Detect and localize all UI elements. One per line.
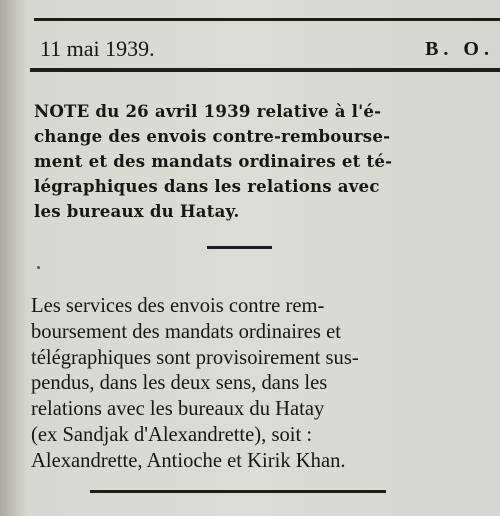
- note-line: les bureaux du Hatay.: [34, 201, 240, 221]
- top-rule: [34, 18, 500, 21]
- header-date: 11 mai 1939.: [40, 36, 155, 61]
- body-line: pendus, dans les deux sens, dans les: [31, 372, 328, 395]
- body-line: télégraphiques sont provisoirement sus-: [31, 346, 359, 369]
- header-publication: B. O.: [425, 38, 494, 60]
- body-line: (ex Sandjak d'Alexandrette), soit :: [31, 423, 313, 446]
- section-divider: [207, 246, 272, 249]
- note-title: [34, 99, 490, 224]
- body-paragraph: [31, 294, 489, 475]
- body-line: Les services des envois contre rem-: [31, 295, 325, 317]
- note-line: ment et des mandats ordinaires et té-: [34, 151, 393, 171]
- body-line: boursement des mandats ordinaires et: [31, 320, 341, 343]
- note-line: NOTE du 26 avril 1939 relative à l'é-: [34, 101, 382, 121]
- print-speck: [37, 266, 40, 269]
- body-line: Alexandrette, Antioche et Kirik Khan.: [31, 449, 346, 472]
- note-line: légraphiques dans les relations avec: [34, 176, 380, 196]
- header-rule: [30, 68, 500, 72]
- page-binding-shadow: [0, 0, 26, 516]
- note-line: change des envois contre-rembourse-: [34, 126, 391, 146]
- body-line: relations avec les bureaux du Hatay: [31, 398, 325, 421]
- bottom-rule: [90, 490, 386, 493]
